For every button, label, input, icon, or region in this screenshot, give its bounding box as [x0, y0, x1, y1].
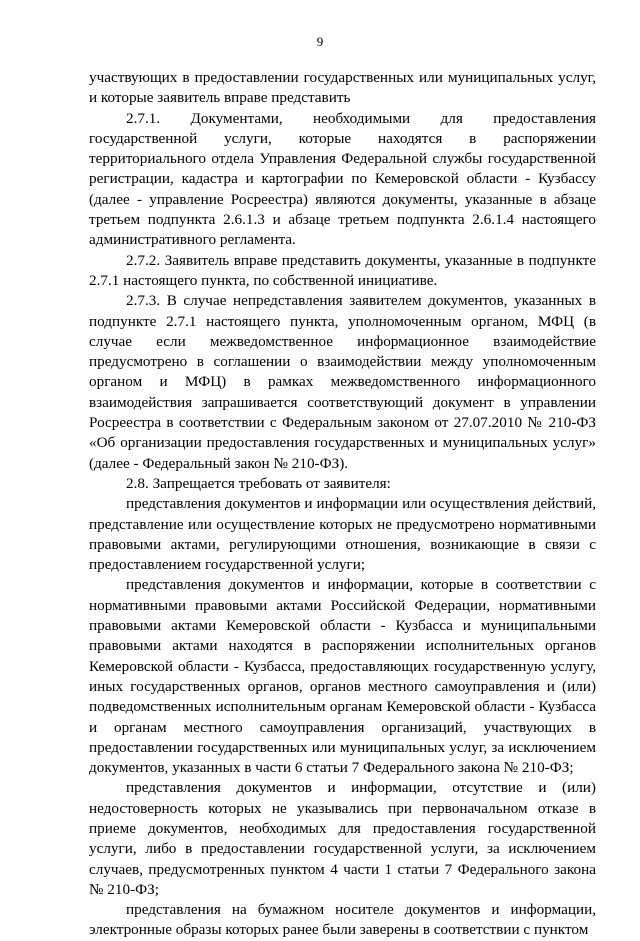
document-body [89, 68, 596, 941]
paragraph-prohibition-3: представления документов и информации, отсутствие и (или) недостоверность которых не указывались при первоначальном отказе в приеме документов, необходимых для предоставления государственной услуги, либо в предоставлении государственной услуги, за исключением случаев, предусмотренных пунктом 4 части 1 статьи 7 Федерального закона № 210-ФЗ; [89, 779, 596, 898]
paragraph-2-7-2: 2.7.2. Заявитель вправе представить документы, указанные в подпункте 2.7.1 настоящего пункта, по собственной инициативе. [89, 251, 596, 289]
page-number: 9 [316, 34, 324, 49]
paragraph-2-7-3: 2.7.3. В случае непредставления заявителем документов, указанных в подпункте 2.7.1 настоящего пункта, уполномоченным органом, МФЦ (в случае если межведомственное информационное взаимодействие предусмотрено в соглашении о взаимодействии между уполномоченным органом и МФЦ) в рамках межведомственного информационного взаимодействия запрашивается соответствующий документ в управлении Росреестра в соответствии с Федеральным законом от 27.07.2010 № 210-ФЗ «Об организации предоставления государственных и муниципальных услуг» (далее - Федеральный закон № 210-ФЗ). [89, 292, 596, 472]
paragraph-prohibition-1: представления документов и информации или осуществления действий, представление или осуществление которых не предусмотрено нормативными правовыми актами, регулирующими отношения, возникающие в связи с предоставлением государственной услуги; [89, 495, 596, 574]
paragraph-continuation: участвующих в предоставлении государственных или муниципальных услуг, и которые заявитель вправе представить [89, 69, 596, 107]
paragraph-prohibition-4: представления на бумажном носителе документов и информации, электронные образы которых ранее были заверены в соответствии с пунктом [89, 901, 596, 939]
paragraph-2-7-1: 2.7.1. Документами, необходимыми для предоставления государственной услуги, которые находятся в распоряжении территориального отдела Управления Федеральной службы государственной регистрации, кадастра и картографии по Кемеровской области - Кузбассу (далее - управление Росреестра) являются документы, указанные в абзаце третьем подпункта 2.6.1.3 и абзаце третьем подпункта 2.6.1.4 настоящего административного регламента. [89, 109, 596, 249]
paragraph-2-8: 2.8. Запрещается требовать от заявителя: [126, 474, 391, 492]
paragraph-prohibition-2: представления документов и информации, которые в соответствии с нормативными правовыми актами Российской Федерации, нормативными правовыми актами Кемеровской области - Кузбасса и муниципальными правовыми актами находятся в распоряжении исполнительных органов Кемеровской области - Кузбасса, предоставляющих государственную услугу, иных государственных органов, органов местного самоуправления и (или) подведомственных исполнительным органам Кемеровской области - Кузбасса и органам местного самоуправления организаций, участвующих в предоставлении государственных или муниципальных услуг, за исключением документов, указанных в части 6 статьи 7 Федерального закона № 210-ФЗ; [89, 576, 596, 777]
